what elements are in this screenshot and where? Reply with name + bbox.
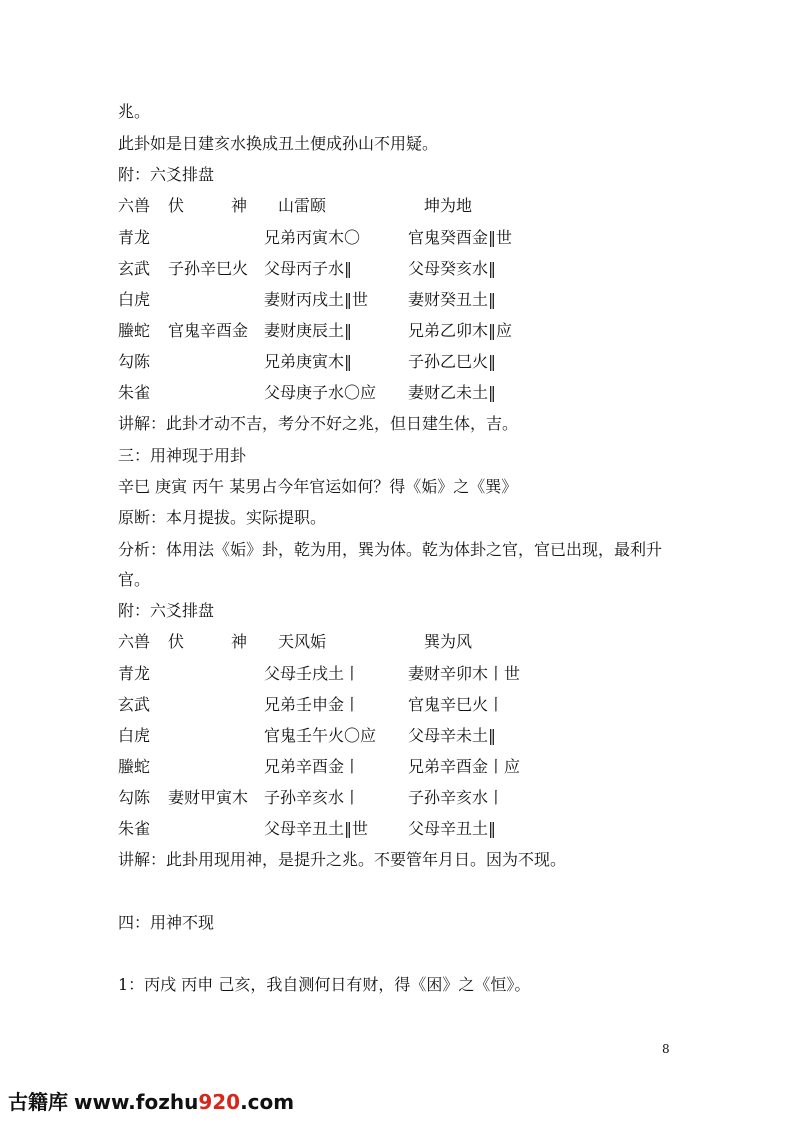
- changed-line-cell: 父母辛丑土‖: [408, 819, 497, 838]
- beast-cell: 青龙: [118, 664, 151, 683]
- main-line-cell: 兄弟丙寅木〇: [264, 228, 361, 247]
- changed-line-cell: 子孙乙巳火‖: [408, 352, 497, 371]
- beast-cell: 螣蛇: [118, 757, 151, 776]
- text-line: 讲解：此卦才动不吉，考分不好之兆，但日建生体，吉。: [118, 414, 519, 433]
- main-line-cell: 兄弟壬申金丨: [264, 695, 361, 714]
- changed-line-cell: 妻财乙未土‖: [408, 383, 497, 402]
- changed-line-cell: 父母癸亥水‖: [408, 259, 497, 278]
- changed-line-cell: 兄弟辛酉金丨应: [408, 757, 521, 776]
- changed-line-cell: 兄弟乙卯木‖应: [408, 321, 513, 340]
- section-label: 附：六爻排盘: [118, 165, 215, 184]
- fu-cell: 妻财甲寅木: [168, 788, 249, 807]
- beast-cell: 青龙: [118, 228, 151, 247]
- text-line: 分析：体用法《姤》卦，乾为用，巽为体。乾为体卦之官，官已出现，最利升: [118, 540, 663, 559]
- beast-cell: 勾陈: [118, 788, 151, 807]
- changed-line-cell: 妻财辛卯木丨世: [408, 664, 521, 683]
- header-shen: 神: [231, 632, 248, 651]
- beast-cell: 白虎: [118, 290, 151, 309]
- main-line-cell: 父母壬戌土丨: [264, 664, 361, 683]
- changed-line-cell: 子孙辛亥水丨: [408, 788, 505, 807]
- changed-line-cell: 官鬼癸酉金‖世: [408, 228, 513, 247]
- header-changed-hexagram: 坤为地: [424, 196, 473, 215]
- footer-url-accent: 920: [198, 1090, 241, 1114]
- header-fu: 伏: [168, 196, 185, 215]
- main-line-cell: 官鬼壬午火〇应: [264, 726, 377, 745]
- header-changed-hexagram: 巽为风: [424, 632, 473, 651]
- main-line-cell: 妻财丙戌土‖世: [264, 290, 369, 309]
- header-main-hexagram: 天风姤: [278, 632, 327, 651]
- footer-brand: 古籍库: [8, 1090, 68, 1114]
- header-beast: 六兽: [118, 196, 151, 215]
- footer-url-part: www.fozhu: [74, 1090, 199, 1114]
- text-line: 辛巳 庚寅 丙午 某男占今年官运如何？得《姤》之《巽》: [118, 477, 518, 496]
- text-line: 原断：本月提拔。实际提职。: [118, 508, 327, 527]
- fu-cell: 子孙辛巳火: [168, 259, 249, 278]
- main-line-cell: 子孙辛亥水丨: [264, 788, 361, 807]
- beast-cell: 朱雀: [118, 819, 151, 838]
- main-line-cell: 父母丙子水‖: [264, 259, 353, 278]
- fu-cell: 官鬼辛酉金: [168, 321, 249, 340]
- changed-line-cell: 官鬼辛巳火丨: [408, 695, 505, 714]
- footer-url-part: .com: [240, 1090, 295, 1114]
- changed-line-cell: 妻财癸丑土‖: [408, 290, 497, 309]
- section-heading: 三：用神现于用卦: [118, 446, 247, 465]
- page-number: 8: [662, 1042, 670, 1056]
- beast-cell: 白虎: [118, 726, 151, 745]
- main-line-cell: 妻财庚辰土‖: [264, 321, 353, 340]
- beast-cell: 玄武: [118, 695, 151, 714]
- footer-watermark: [8, 1090, 294, 1114]
- main-line-cell: 父母庚子水〇应: [264, 383, 377, 402]
- header-shen: 神: [231, 196, 248, 215]
- header-main-hexagram: 山雷颐: [278, 196, 327, 215]
- header-fu: 伏: [168, 632, 185, 651]
- text-line: 官。: [118, 570, 151, 589]
- section-label: 附：六爻排盘: [118, 601, 215, 620]
- beast-cell: 玄武: [118, 259, 151, 278]
- footer-url[interactable]: [74, 1090, 294, 1114]
- main-line-cell: 兄弟庚寅木‖: [264, 352, 353, 371]
- text-line: 此卦如是日建亥水换成丑土便成孙山不用疑。: [118, 134, 439, 153]
- main-line-cell: 兄弟辛酉金丨: [264, 757, 361, 776]
- beast-cell: 朱雀: [118, 383, 151, 402]
- main-line-cell: 父母辛丑土‖世: [264, 819, 369, 838]
- beast-cell: 螣蛇: [118, 321, 151, 340]
- text-line: 兆。: [118, 102, 151, 121]
- section-heading: 四：用神不现: [118, 913, 215, 932]
- changed-line-cell: 父母辛未土‖: [408, 726, 497, 745]
- beast-cell: 勾陈: [118, 352, 151, 371]
- text-line: 1：丙戌 丙申 己亥，我自测何日有财，得《困》之《恒》。: [118, 975, 531, 994]
- text-line: 讲解：此卦用现用神，是提升之兆。不要管年月日。因为不现。: [118, 850, 567, 869]
- header-beast: 六兽: [118, 632, 151, 651]
